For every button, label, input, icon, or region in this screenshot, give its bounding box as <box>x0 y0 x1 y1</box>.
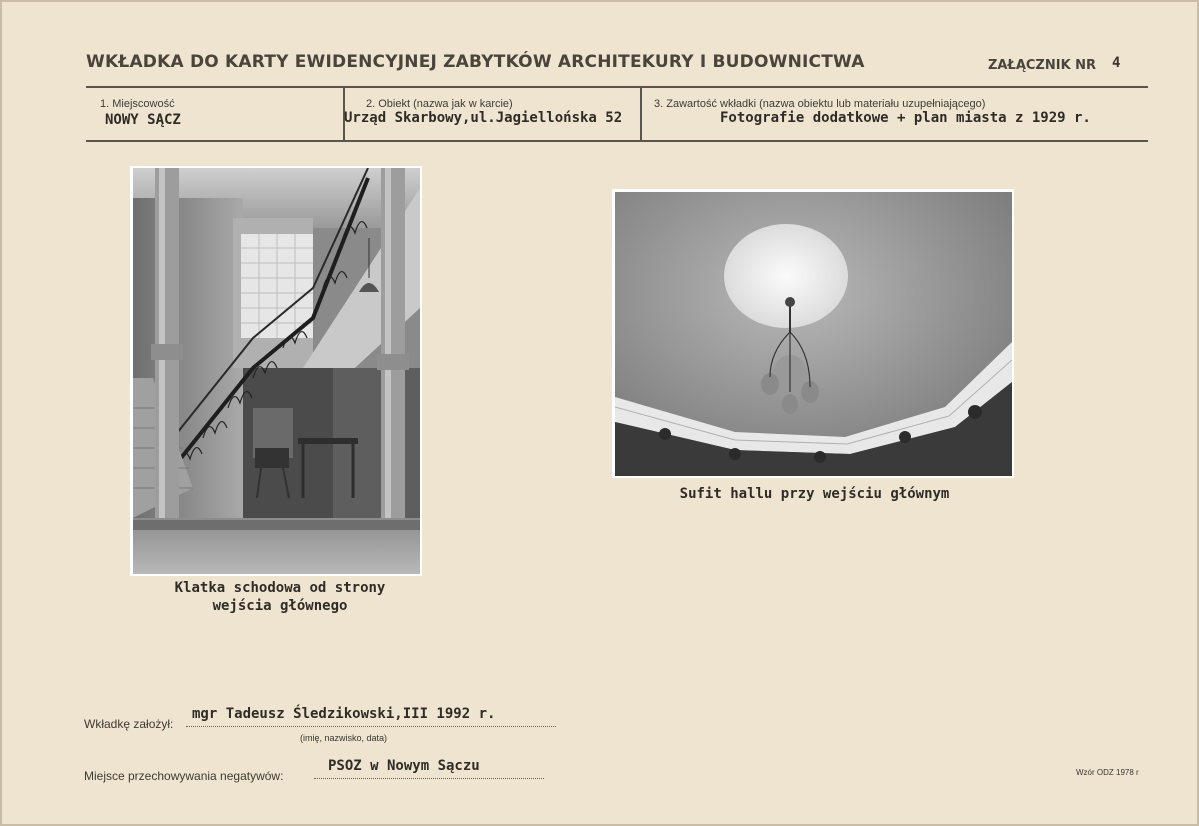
header-top-rule <box>86 86 1148 88</box>
form-code: Wzór ODZ 1978 r <box>1076 768 1139 777</box>
staircase-photo <box>133 168 420 574</box>
header-bottom-rule <box>86 140 1148 142</box>
ceiling-photo <box>615 192 1012 476</box>
staircase-caption-line-2: wejścia głównego <box>212 598 348 614</box>
document-title: WKŁADKA DO KARTY EWIDENCYJNEJ ZABYTKÓW ARCHITEKURY I BUDOWNICTWA <box>86 52 865 72</box>
object-label: 2. Obiekt (nazwa jak w karcie) <box>366 98 513 110</box>
storage-label: Miejsce przechowywania negatywów: <box>84 769 284 783</box>
locality-label: 1. Miejscowość <box>100 98 175 110</box>
object-value: Urząd Skarbowy,ul.Jagiellońska 52 <box>344 110 623 126</box>
staircase-caption <box>130 579 430 615</box>
founder-value: mgr Tadeusz Śledzikowski,III 1992 r. <box>192 706 496 722</box>
founder-hint: (imię, nazwisko, data) <box>300 733 388 743</box>
content-value: Fotografie dodatkowe + plan miasta z 1929 r. <box>720 110 1091 126</box>
content-label: 3. Zawartość wkładki (nazwa obiektu lub materiału uzupełniającego) <box>654 98 986 110</box>
header-divider-2 <box>640 86 642 142</box>
storage-dotline <box>314 778 544 779</box>
locality-value: NOWY SĄCZ <box>105 112 181 128</box>
founder-dotline <box>186 726 556 727</box>
ceiling-caption: Sufit hallu przy wejściu głównym <box>679 486 950 502</box>
founder-label: Wkładkę założył: <box>84 717 174 731</box>
storage-value: PSOZ w Nowym Sączu <box>328 758 480 774</box>
ceiling-image <box>615 192 1012 476</box>
annex-number: 4 <box>1112 55 1121 71</box>
staircase-caption-line-1: Klatka schodowa od strony <box>174 580 386 596</box>
annex-label: ZAŁĄCZNIK NR <box>988 58 1097 73</box>
staircase-image <box>133 168 420 574</box>
